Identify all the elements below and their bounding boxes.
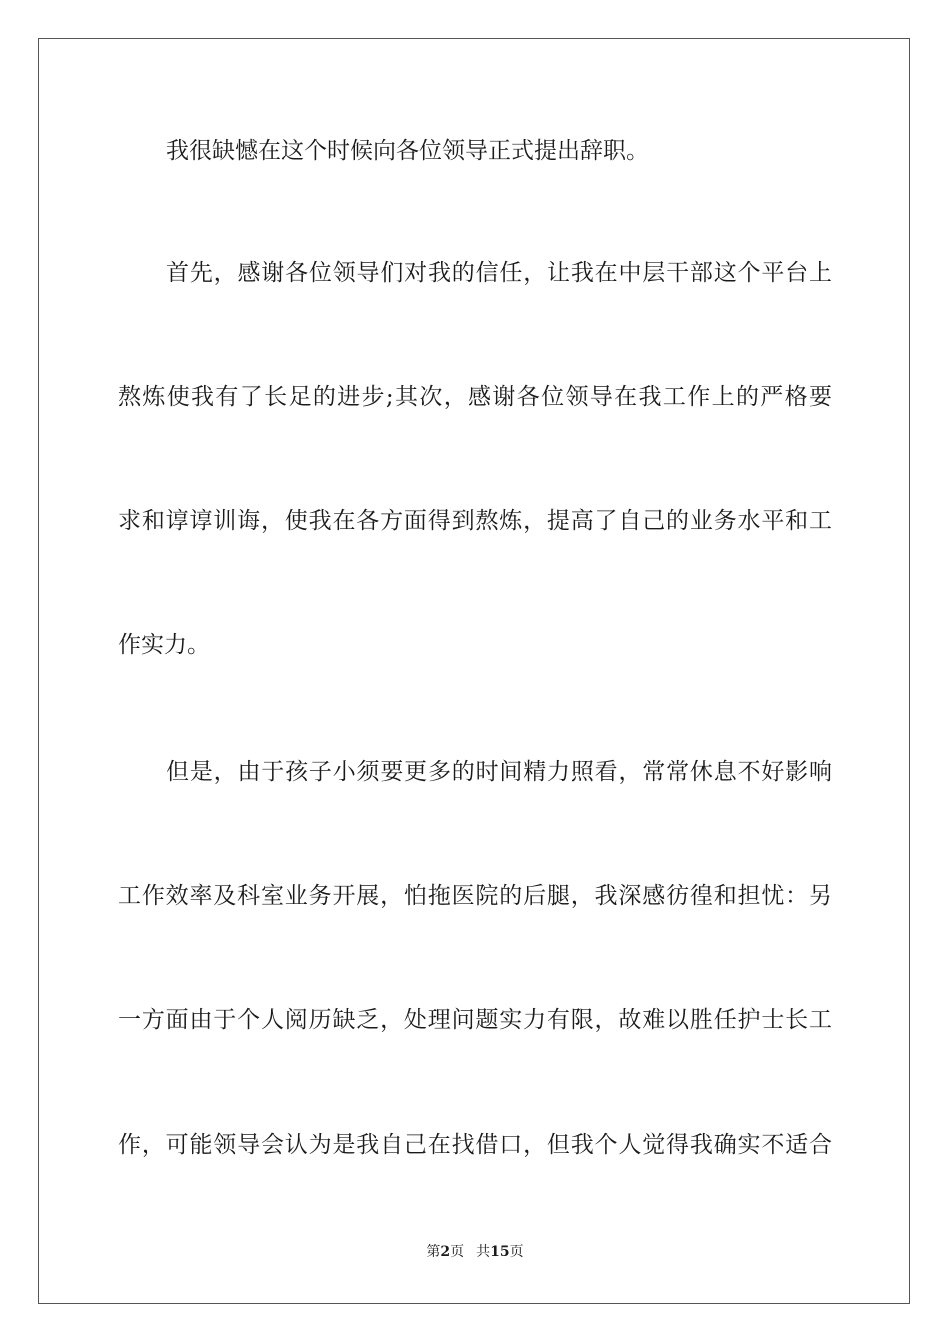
body-line-7: 工作效率及科室业务开展，怕拖医院的后腿，我深感彷徨和担忧：另 bbox=[118, 883, 832, 909]
page-frame bbox=[38, 38, 910, 1304]
total-prefix: 共 bbox=[476, 1244, 491, 1260]
page-current: 2 bbox=[440, 1244, 451, 1260]
body-line-3: 熬炼使我有了长足的进步;其次，感谢各位领导在我工作上的严格要 bbox=[118, 384, 832, 410]
page-prefix: 第 bbox=[426, 1244, 441, 1260]
body-line-4: 求和谆谆训诲，使我在各方面得到熬炼，提高了自己的业务水平和工 bbox=[118, 508, 832, 534]
page-total: 15 bbox=[490, 1244, 510, 1260]
body-line-8: 一方面由于个人阅历缺乏，处理问题实力有限，故难以胜任护士长工 bbox=[118, 1007, 832, 1033]
body-line-9: 作，可能领导会认为是我自己在找借口，但我个人觉得我确实不适合 bbox=[118, 1132, 832, 1158]
page-unit: 页 bbox=[450, 1244, 465, 1260]
body-line-5: 作实力。 bbox=[118, 632, 210, 658]
body-line-2: 首先，感谢各位领导们对我的信任，让我在中层干部这个平台上 bbox=[166, 260, 832, 286]
body-line-1: 我很缺憾在这个时候向各位领导正式提出辞职。 bbox=[166, 138, 649, 164]
body-line-6: 但是，由于孩子小须要更多的时间精力照看，常常休息不好影响 bbox=[166, 759, 832, 785]
total-unit: 页 bbox=[509, 1244, 524, 1260]
page-footer bbox=[0, 1243, 950, 1261]
